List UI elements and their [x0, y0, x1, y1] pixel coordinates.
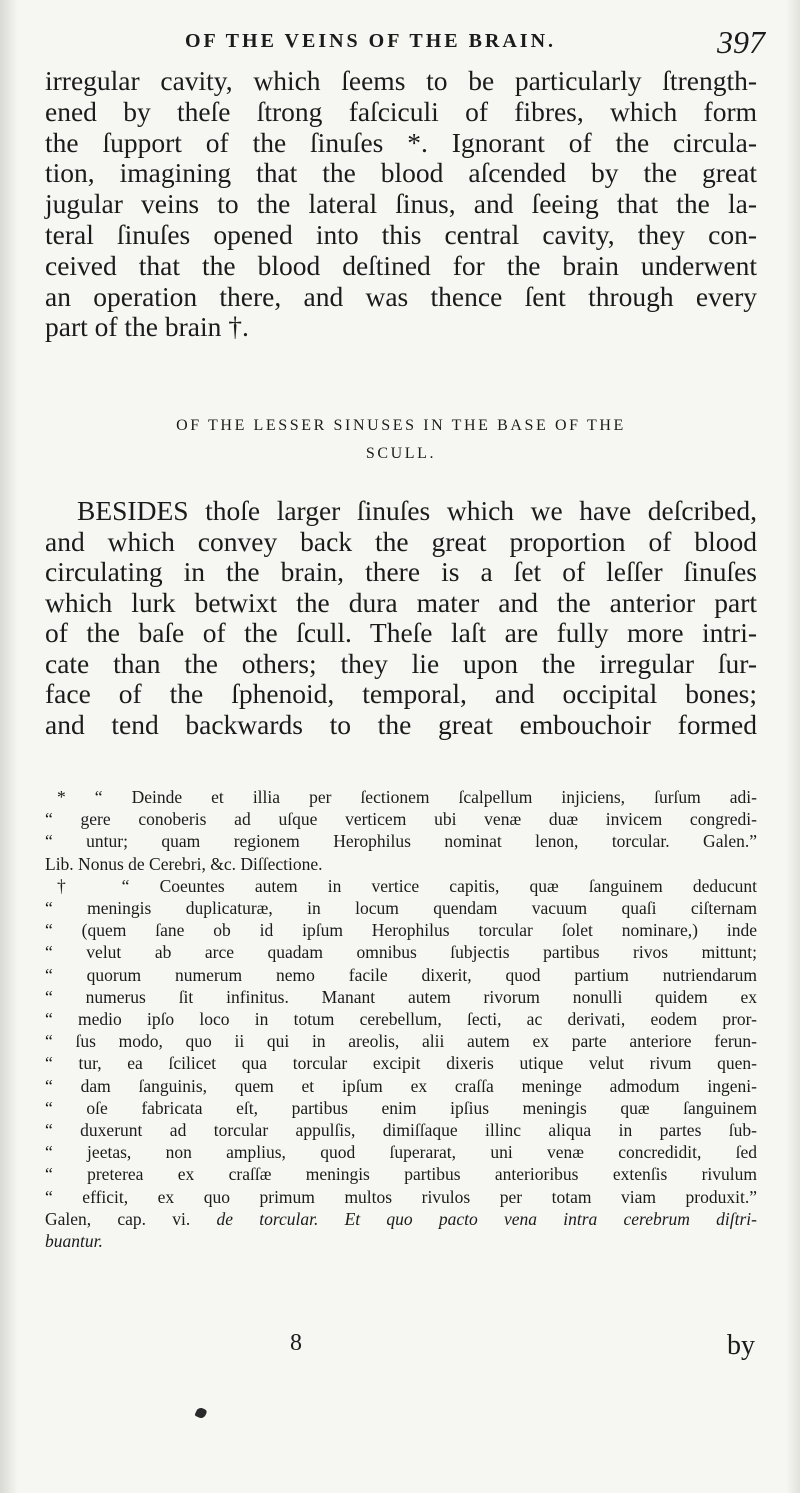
page-edge-left — [0, 0, 18, 1493]
body-line: ened by theſe ſtrong faſciculi of fibres, which form — [45, 95, 757, 127]
footnote-line: “ (quem ſane ob id ipſum Herophilus torcular ſolet nominare,) inde — [45, 920, 757, 941]
footnote-line: * “ Deinde et illia per ſectionem ſcalpellum injiciens, ſurſum adi- — [57, 787, 757, 807]
section-line: which lurk betwixt the dura mater and the anterior part — [45, 586, 757, 618]
running-title: OF THE VEINS OF THE BRAIN. — [185, 30, 557, 52]
footnote-line: “ duxerunt ad torcular appulſis, dimiſſaque illinc aliqua in partes ſub- — [45, 1120, 757, 1141]
body-line: irregular cavity, which ſeems to be particularly ſtrength- — [45, 65, 757, 96]
footnote-line: “ tur, ea ſcilicet qua torcular excipit dixeris utique velut rivum quen- — [45, 1053, 757, 1074]
footnotes — [45, 786, 757, 1252]
footnote-line: “ gere conoberis ad uſque verticem ubi venæ duæ invicem congredi- — [45, 809, 757, 830]
footnote-line: “ meningis duplicaturæ, in locum quendam vacuum quaſi ciſternam — [45, 898, 757, 919]
section-line: and tend backwards to the great embouchoir formed — [45, 708, 757, 740]
body-line: part of the brain †. — [45, 311, 249, 343]
footnote-line: buantur. — [45, 1231, 103, 1252]
ink-smudge — [194, 1406, 207, 1419]
footnote-line: “ efficit, ex quo primum multos rivulos per totam viam produxit.” — [45, 1186, 757, 1207]
footnote-citation-title: de torcular. Et quo pacto vena intra cerebrum diſtri- — [216, 1208, 757, 1229]
footnote-line: † “ Coeuntes autem in vertice capitis, quæ ſanguinem deducunt — [57, 875, 757, 896]
footnote-line: “ jeetas, non amplius, quod ſuperarat, uni venæ concredidit, ſed — [45, 1142, 757, 1163]
section-line: face of the ſphenoid, temporal, and occipital bones; — [45, 678, 757, 709]
footnote-line: “ preterea ex craſſæ meningis partibus anterioribus extenſis rivulum — [45, 1164, 757, 1185]
footnote-line: “ oſe fabricata eſt, partibus enim ipſius meningis quæ ſanguinem — [45, 1097, 757, 1118]
signature-mark: 8 — [290, 1330, 302, 1356]
body-line: jugular veins to the lateral ſinus, and ſeeing that the la- — [45, 188, 757, 220]
section-line: and which convey back the great proportion of blood — [45, 525, 757, 557]
footnote-line: Lib. Nonus de Cerebri, &c. Diſſectione. — [45, 853, 323, 874]
section-paragraph — [45, 496, 757, 740]
section-heading-line: SCULL. — [365, 445, 437, 462]
page-number: 397 — [717, 24, 765, 60]
body-paragraph — [45, 66, 757, 343]
section-heading-line: OF THE LESSER SINUSES IN THE BASE OF THE — [176, 417, 626, 434]
body-line: tion, imagining that the blood aſcended by the great — [45, 157, 757, 189]
body-line: teral ſinuſes opened into this central cavity, they con- — [45, 218, 757, 250]
page-edge-right — [786, 0, 800, 1493]
section-heading — [45, 412, 757, 468]
footnote-line: “ medio ipſo loco in totum cerebellum, ſecti, ac derivati, eodem pror- — [45, 1009, 757, 1030]
footnote-line: “ dam ſanguinis, quem et ipſum ex craſſa meninge admodum ingeni- — [45, 1075, 757, 1096]
section-line: of the baſe of the ſcull. Theſe laſt are fully more intri- — [45, 617, 757, 648]
body-line: ceived that the blood deſtined for the brain underwent — [45, 249, 757, 281]
footnote-line: “ ſus modo, quo ii qui in areolis, alii autem ex parte anteriore ferun- — [45, 1031, 757, 1052]
section-line: circulating in the brain, there is a ſet of leſſer ſinuſes — [45, 556, 757, 587]
footnote-line: “ quorum numerum nemo facile dixerit, quod partium nutriendarum — [45, 964, 757, 985]
body-line: the ſupport of the ſinuſes *. Ignorant of the circula- — [45, 126, 757, 158]
section-line: BESIDES thoſe larger ſinuſes which we have deſcribed, — [77, 495, 757, 526]
footnote-citation-line — [45, 1208, 757, 1230]
footnote-line: “ numerus ſit infinitus. Manant autem rivorum nonulli quidem ex — [45, 986, 757, 1007]
catchword: by — [727, 1330, 755, 1361]
body-line: an operation there, and was thence ſent through every — [45, 280, 757, 312]
footnote-line: “ untur; quam regionem Herophilus nominat lenon, torcular. Galen.” — [45, 831, 757, 852]
footnote-citation: Galen, cap. vi. — [45, 1208, 191, 1229]
footnote-line: “ velut ab arce quadam omnibus ſubjectis partibus rivos mittunt; — [45, 942, 757, 963]
section-line: cate than the others; they lie upon the irregular ſur- — [45, 647, 757, 679]
